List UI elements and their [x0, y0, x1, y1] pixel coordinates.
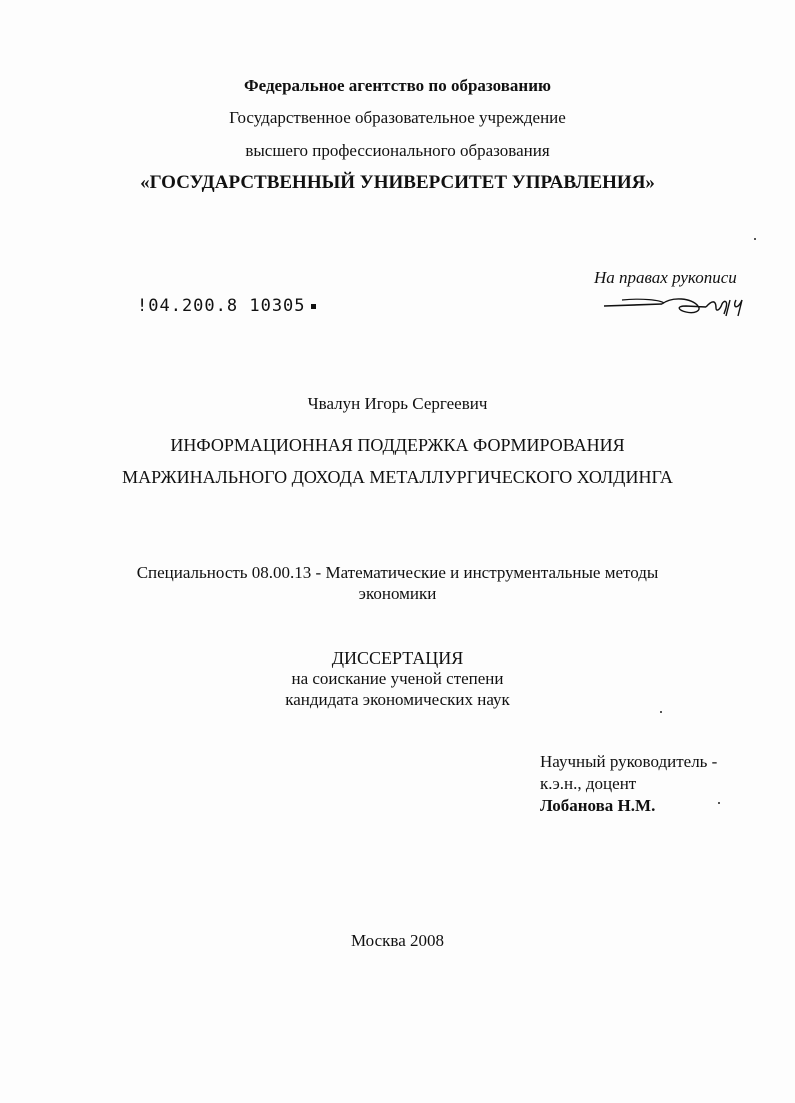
- degree-line-2: кандидата экономических наук: [285, 690, 510, 709]
- author-name: Чвалун Игорь Сергеевич: [307, 394, 488, 413]
- stamp-number: !04.200.8 10305: [137, 296, 306, 316]
- degree-line-1: на соискание ученой степени: [291, 669, 504, 688]
- title-line-1: ИНФОРМАЦИОННАЯ ПОДДЕРЖКА ФОРМИРОВАНИЯ: [170, 435, 625, 455]
- university-name: «ГОСУДАРСТВЕННЫЙ УНИВЕРСИТЕТ УПРАВЛЕНИЯ»: [140, 172, 655, 193]
- agency-name: Федеральное агентство по образованию: [244, 76, 551, 95]
- title-line-2: МАРЖИНАЛЬНОГО ДОХОДА МЕТАЛЛУРГИЧЕСКОГО ХОЛДИНГА: [122, 467, 673, 487]
- supervisor-role: Научный руководитель -: [540, 752, 718, 771]
- specialty-line-1: Специальность 08.00.13 - Математические и инструментальные методы: [136, 563, 659, 582]
- institution-line-1: Государственное образовательное учреждение: [229, 108, 566, 127]
- manuscript-note: На правах рукописи: [594, 268, 737, 287]
- registration-stamp: [137, 296, 316, 316]
- signature: [602, 294, 752, 320]
- institution-line-2: высшего профессионального образования: [245, 141, 550, 160]
- stamp-mark: [311, 304, 316, 309]
- supervisor-name: Лобанова Н.М.: [540, 796, 656, 815]
- supervisor-degree: к.э.н., доцент: [540, 774, 637, 793]
- specialty-line-2: экономики: [358, 584, 437, 603]
- city-year: Москва 2008: [350, 931, 445, 950]
- scan-speck: [660, 711, 662, 713]
- dissertation-heading: ДИССЕРТАЦИЯ: [331, 648, 464, 668]
- scan-speck: [754, 238, 756, 240]
- scan-speck: [718, 802, 720, 804]
